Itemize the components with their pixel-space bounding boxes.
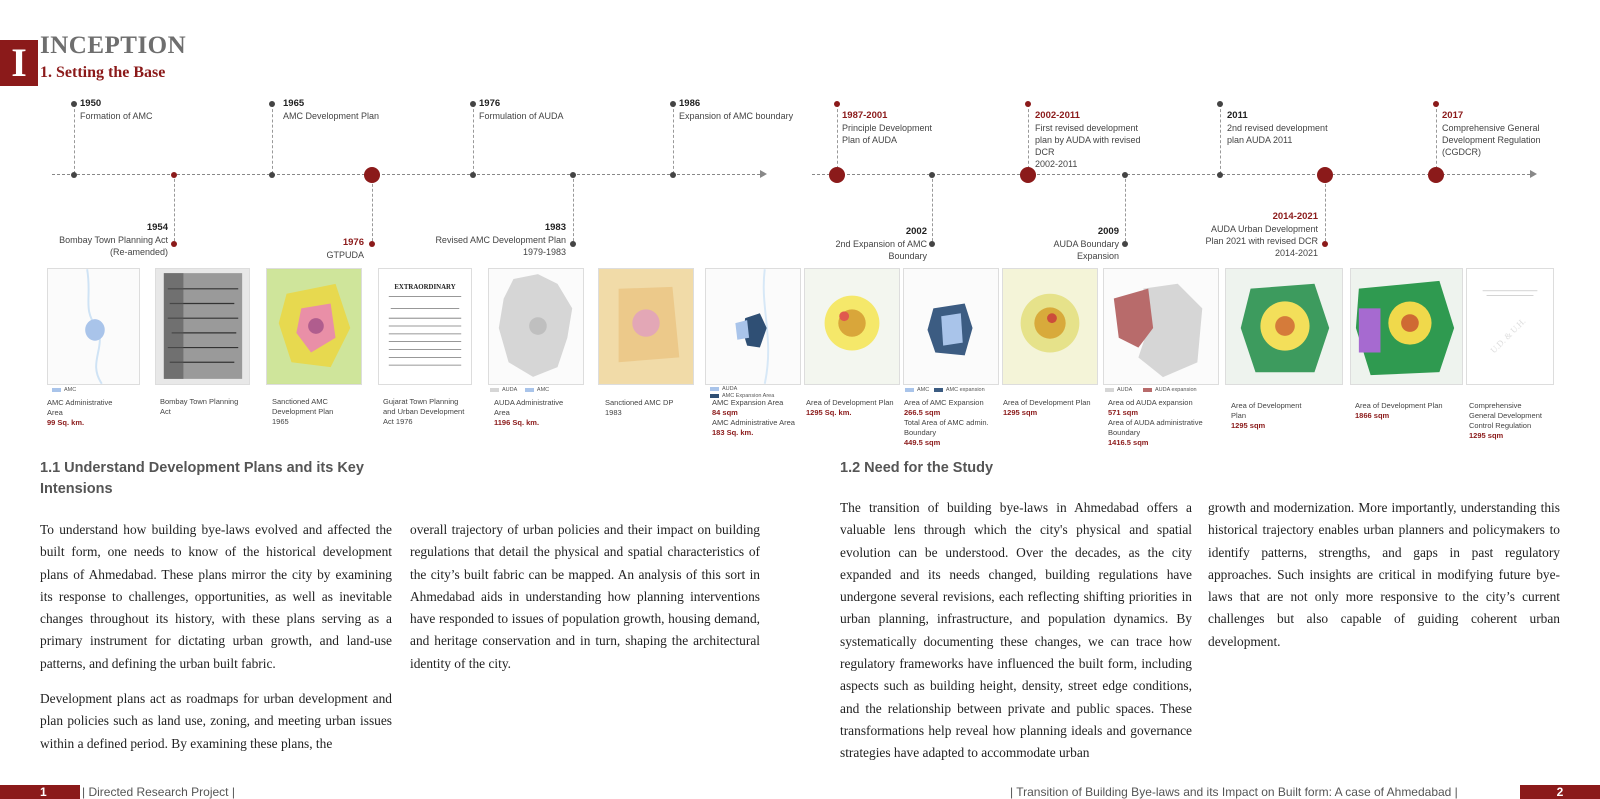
- body-paragraph: overall trajectory of urban policies and their impact on building regulations that detail the physical and spatial characteristics of the city’s built fabric can be mapped. An analysis of this sort in Ahmedabad aids in understanding how planning interventions have responded to issues of population growth, housing demand, and heritage conservation and in turn, shaping the architectural identity of the city.: [410, 522, 760, 671]
- timeline-dot-major: [1020, 167, 1036, 183]
- timeline-dot: [929, 172, 935, 178]
- map-thumbnail: [1225, 268, 1343, 385]
- body-paragraph: To understand how building bye-laws evolved and affected the built form, one needs to know of the historical development plans of Ahmedabad. These plans mirror the city by examining its response to challenges, opportunities, as well as inevitable changes throughout its history, with these plans serving as a primary instrument for dictating urban growth, and land-use patterns, and defining the urban built fabric.: [40, 522, 392, 671]
- map-caption: Gujarat Town Planning and Urban Development Act 1976: [383, 397, 465, 426]
- timeline-arrow-left: [760, 170, 767, 178]
- timeline-dot: [470, 172, 476, 178]
- map-thumbnail: [1002, 268, 1098, 385]
- map-caption: Area of AMC Expansion 266.5 sqm Total Area of AMC admin. Boundary 449.5 sqm: [904, 398, 989, 447]
- document-thumbnail: [1466, 268, 1554, 385]
- svg-text:U.D. & U.H.: U.D. & U.H.: [1488, 316, 1528, 356]
- timeline-dot: [1217, 172, 1223, 178]
- timeline-event-bottom: 1976 GTPUDA: [326, 237, 364, 260]
- timeline-event-top: 1987-2001 Principle Development Plan of AUDA: [842, 110, 933, 145]
- map-legend: AMC: [52, 387, 76, 393]
- map-thumbnail: [804, 268, 900, 385]
- page-number-right: 2: [1520, 785, 1600, 799]
- timeline-line-left: [52, 174, 760, 175]
- section-heading: 1.2 Need for the Study: [840, 460, 994, 476]
- timeline-dot: [1122, 172, 1128, 178]
- map-thumbnail: [47, 268, 140, 385]
- timeline-arrow-right: [1530, 170, 1537, 178]
- timeline-event-top: 2002-2011 First revised development plan by AUDA with revised DCR 2002-2011: [1035, 110, 1141, 169]
- map-caption: AMC Expansion Area 84 sqm AMC Administrative Area 183 Sq. km.: [712, 398, 795, 437]
- timeline-event-bottom: 2002 2nd Expansion of AMC Boundary: [835, 226, 927, 261]
- timeline-event-top: 2017 Comprehensive General Development Regulation (CGDCR): [1442, 110, 1541, 157]
- map-caption: Area of Development Plan 1866 sqm: [1355, 401, 1443, 420]
- timeline-event-top: 2011 2nd revised development plan AUDA 2011: [1227, 110, 1328, 145]
- body-paragraph: growth and modernization. More importantly, understanding this historical trajectory enables urban planners and policymakers to identify patterns, strengths, and gaps in past regulatory approaches. Such insights are critical in modifying future bye-laws that are not only more responsive to the city’s current challenges but also capable of guiding coherent urban development.: [1208, 500, 1560, 649]
- map-legend: AUDA AMC Expansion Area: [710, 386, 774, 400]
- map-thumbnail: [488, 268, 584, 385]
- map-caption: AMC Administrative Area 99 Sq. km.: [47, 398, 113, 427]
- map-caption: Area od AUDA expansion 571 sqm Area of AUDA administrative Boundary 1416.5 sqm: [1108, 398, 1203, 447]
- timeline-dot-major: [1317, 167, 1333, 183]
- timeline-dot: [670, 172, 676, 178]
- timeline-line-right: [812, 174, 1530, 175]
- timeline-event-bottom: 2014-2021 AUDA Urban Development Plan 2021 with revised DCR 2014-2021: [1205, 211, 1318, 258]
- document-thumbnail: [378, 268, 472, 385]
- timeline-event-top: 1976 Formulation of AUDA: [479, 98, 564, 121]
- map-legend: AUDA AMC: [490, 387, 549, 393]
- map-legend: AUDA AUDA expansion: [1105, 387, 1197, 393]
- map-caption: Area of Development Plan 1295 sqm: [1231, 401, 1302, 430]
- chapter-title: INCEPTION: [40, 32, 187, 59]
- map-legend: AMC AMC expansion: [905, 387, 985, 393]
- section-heading: 1.1 Understand Development Plans and its Key Intensions: [40, 460, 364, 497]
- page-number-left: 1: [0, 785, 80, 799]
- body-paragraph: Development plans act as roadmaps for urban development and plan policies such as land use, zoning, and meeting urban issues within a defined period. By examining these plans, the: [40, 691, 392, 751]
- timeline-dot: [71, 172, 77, 178]
- map-caption: Sanctioned AMC DP 1983: [605, 398, 674, 417]
- map-thumbnail: [266, 268, 362, 385]
- map-caption: Comprehensive General Development Control Regulation 1295 sqm: [1469, 401, 1542, 440]
- map-thumbnail: [903, 268, 999, 385]
- body-paragraph: The transition of building bye-laws in Ahmedabad offers a valuable lens through which the city's physical and spatial evolution can be understood. Over the decades, as the city expanded and its needs changed, building regulations have undergone several revisions, each reflecting shifting priorities in urban planning, infrastructure, and population dynamics. By systematically documenting these changes, we can trace how regulatory frameworks have influenced the built form, including aspects such as building height, density, street edge conditions, and the relationship between private and public spaces. These transformations help reveal how planning ideals and governance strategies have adapted to accommodate urban: [840, 500, 1192, 761]
- document-thumbnail: [155, 268, 250, 385]
- map-thumbnail: [598, 268, 694, 385]
- timeline-event-bottom: 1954 Bombay Town Planning Act (Re-amended): [59, 222, 168, 257]
- footer-left-title: | Directed Research Project |: [82, 785, 235, 799]
- footer-right-title: | Transition of Building Bye-laws and its Impact on Built form: A case of Ahmedabad |: [1010, 785, 1458, 799]
- map-caption: Sanctioned AMC Development Plan 1965: [272, 397, 334, 426]
- timeline-dot-major: [829, 167, 845, 183]
- timeline-dot: [171, 172, 177, 178]
- timeline-event-bottom: 1983 Revised AMC Development Plan 1979-1983: [435, 222, 566, 257]
- map-thumbnail: [1103, 268, 1219, 385]
- map-caption: Bombay Town Planning Act: [160, 397, 239, 416]
- map-caption: Area of Development Plan 1295 sqm: [1003, 398, 1091, 417]
- timeline-event-bottom: 2009 AUDA Boundary Expansion: [1053, 226, 1119, 261]
- section-title: 1. Setting the Base: [40, 64, 166, 81]
- svg-text:EXTRAORDINARY: EXTRAORDINARY: [394, 283, 456, 291]
- timeline-dot-major: [364, 167, 380, 183]
- map-thumbnail: [1350, 268, 1463, 385]
- timeline-dot: [570, 172, 576, 178]
- timeline-event-top: 1965 AMC Development Plan: [283, 98, 380, 121]
- timeline-event-top: 1986 Expansion of AMC boundary: [679, 98, 794, 121]
- map-thumbnail: [705, 268, 801, 385]
- timeline-event-top: 1950 Formation of AMC: [80, 98, 153, 121]
- timeline-dot-major: [1428, 167, 1444, 183]
- map-caption: AUDA Administrative Area 1196 Sq. km.: [494, 398, 564, 427]
- timeline-dot: [269, 172, 275, 178]
- chapter-number-badge: I: [0, 40, 38, 86]
- map-caption: Area of Development Plan 1295 Sq. km.: [806, 398, 894, 417]
